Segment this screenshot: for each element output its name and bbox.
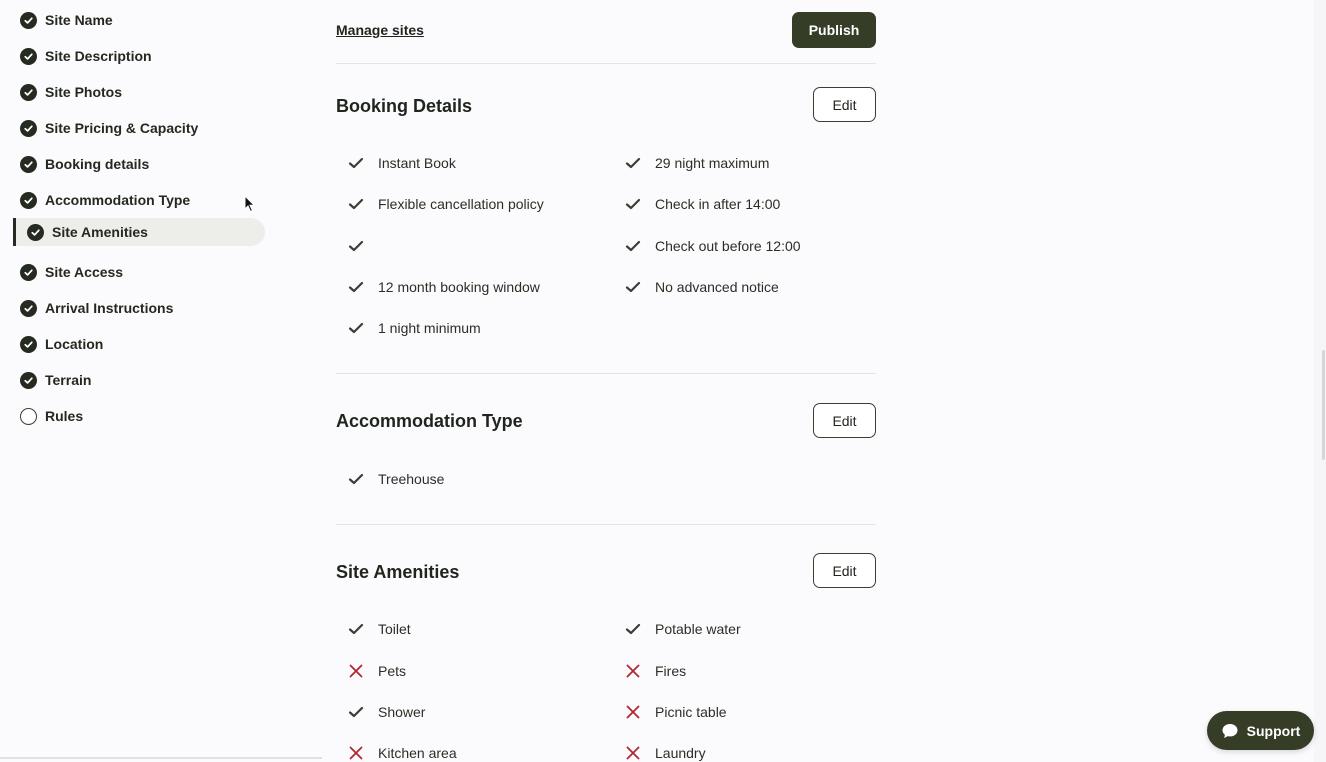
- sidebar-item-rules[interactable]: [20, 404, 83, 428]
- sidebar-bottom-border: [0, 757, 322, 759]
- sidebar-item-label: Site Name: [45, 12, 113, 28]
- amenity-item: [613, 742, 706, 762]
- support-button[interactable]: [1207, 711, 1314, 750]
- amenity-item: [613, 701, 727, 723]
- sidebar-item-label: Accommodation Type: [45, 192, 191, 208]
- feature-label: Flexible cancellation policy: [378, 196, 544, 212]
- booking-feature: [336, 276, 540, 298]
- chat-bubble-icon: [1221, 722, 1239, 740]
- amenity-label: Picnic table: [655, 704, 727, 720]
- amenity-item: [613, 660, 686, 682]
- sidebar-item-accommodation-type[interactable]: [20, 188, 190, 212]
- checkmark-icon: [348, 320, 364, 336]
- checkmark-icon: [625, 238, 641, 254]
- cross-icon: [348, 663, 364, 679]
- amenity-label: Shower: [378, 704, 426, 720]
- booking-details-title: Booking Details: [336, 96, 473, 116]
- sidebar-item-booking-details[interactable]: [20, 152, 149, 176]
- feature-label: Check out before 12:00: [655, 238, 801, 254]
- check-circle-icon: [20, 192, 37, 209]
- feature-label: No advanced notice: [655, 279, 779, 295]
- cross-icon: [625, 745, 641, 761]
- feature-label: 29 night maximum: [655, 155, 770, 171]
- cross-icon: [625, 663, 641, 679]
- cross-icon: [348, 745, 364, 761]
- accommodation-type-title: Accommodation Type: [336, 411, 523, 431]
- feature-label: Check in after 14:00: [655, 196, 781, 212]
- sidebar-item-label: Booking details: [45, 156, 150, 172]
- amenity-label: Laundry: [655, 745, 706, 761]
- support-label: Support: [1246, 722, 1301, 739]
- booking-feature: [336, 235, 378, 257]
- checkmark-icon: [625, 621, 641, 637]
- checkmark-icon: [348, 238, 364, 254]
- amenity-label: Potable water: [655, 621, 741, 637]
- check-circle-icon: [20, 336, 37, 353]
- divider: [336, 63, 876, 64]
- checkmark-icon: [348, 471, 364, 487]
- amenities-edit-button[interactable]: Edit: [813, 553, 876, 588]
- sidebar-item-label: Site Access: [45, 264, 124, 280]
- sidebar-item-site-description[interactable]: [20, 44, 152, 68]
- feature-label: Instant Book: [378, 155, 456, 171]
- amenity-item: [336, 742, 457, 762]
- scrollbar-thumb[interactable]: [1322, 350, 1325, 460]
- checkmark-icon: [348, 196, 364, 212]
- amenity-label: Kitchen area: [378, 745, 457, 761]
- feature-label: Treehouse: [378, 471, 445, 487]
- check-circle-icon: [20, 156, 37, 173]
- sidebar-item-site-amenities[interactable]: [13, 218, 265, 246]
- cross-icon: [625, 704, 641, 720]
- sidebar-item-label: Terrain: [45, 372, 92, 388]
- amenity-label: Toilet: [378, 621, 411, 637]
- sidebar-item-label: Site Photos: [45, 84, 123, 100]
- booking-feature: [613, 235, 801, 257]
- sidebar-item-label: Arrival Instructions: [45, 300, 174, 316]
- feature-label: 1 night minimum: [378, 320, 481, 336]
- publish-button[interactable]: Publish: [792, 12, 876, 48]
- booking-edit-button[interactable]: Edit: [813, 87, 876, 122]
- check-circle-icon: [20, 372, 37, 389]
- checkmark-icon: [625, 155, 641, 171]
- site-amenities-title: Site Amenities: [336, 562, 460, 582]
- empty-circle-icon: [20, 408, 37, 425]
- amenity-item: [336, 618, 411, 640]
- booking-feature: [336, 193, 544, 215]
- accommodation-feature: [336, 468, 444, 490]
- checkmark-icon: [625, 196, 641, 212]
- sidebar-item-site-name[interactable]: [20, 8, 113, 32]
- sidebar-item-site-access[interactable]: [20, 260, 123, 284]
- sidebar-nav: [0, 0, 280, 762]
- check-circle-icon: [27, 224, 44, 241]
- check-circle-icon: [20, 264, 37, 281]
- check-circle-icon: [20, 48, 37, 65]
- amenity-item: [336, 701, 425, 723]
- amenity-label: Pets: [378, 663, 407, 679]
- sidebar-item-label: Site Pricing & Capacity: [45, 120, 199, 136]
- sidebar-item-label: Site Description: [45, 48, 152, 64]
- sidebar-item-arrival-instructions[interactable]: [20, 296, 173, 320]
- check-circle-icon: [20, 12, 37, 29]
- amenity-label: Fires: [655, 663, 687, 679]
- check-circle-icon: [20, 300, 37, 317]
- divider: [336, 524, 876, 525]
- sidebar-item-terrain[interactable]: [20, 368, 91, 392]
- sidebar-item-site-photos[interactable]: [20, 80, 122, 104]
- sidebar-item-location[interactable]: [20, 332, 103, 356]
- sidebar-item-label: Site Amenities: [52, 224, 148, 240]
- sidebar-item-site-pricing[interactable]: [20, 116, 198, 140]
- accommodation-edit-button[interactable]: Edit: [813, 403, 876, 438]
- booking-feature: [336, 317, 481, 339]
- checkmark-icon: [348, 155, 364, 171]
- checkmark-icon: [625, 279, 641, 295]
- divider: [336, 373, 876, 374]
- feature-label: 12 month booking window: [378, 279, 540, 295]
- booking-feature: [613, 193, 780, 215]
- check-circle-icon: [20, 120, 37, 137]
- manage-sites-link[interactable]: Manage sites: [336, 22, 424, 38]
- checkmark-icon: [348, 279, 364, 295]
- mouse-cursor-icon: [244, 195, 256, 213]
- booking-feature: [613, 276, 779, 298]
- checkmark-icon: [348, 704, 364, 720]
- sidebar-item-label: Location: [45, 336, 104, 352]
- amenity-item: [613, 618, 741, 640]
- checkmark-icon: [348, 621, 364, 637]
- sidebar-item-label: Rules: [45, 408, 84, 424]
- booking-feature: [613, 152, 769, 174]
- booking-feature: [336, 152, 456, 174]
- amenity-item: [336, 660, 406, 682]
- check-circle-icon: [20, 84, 37, 101]
